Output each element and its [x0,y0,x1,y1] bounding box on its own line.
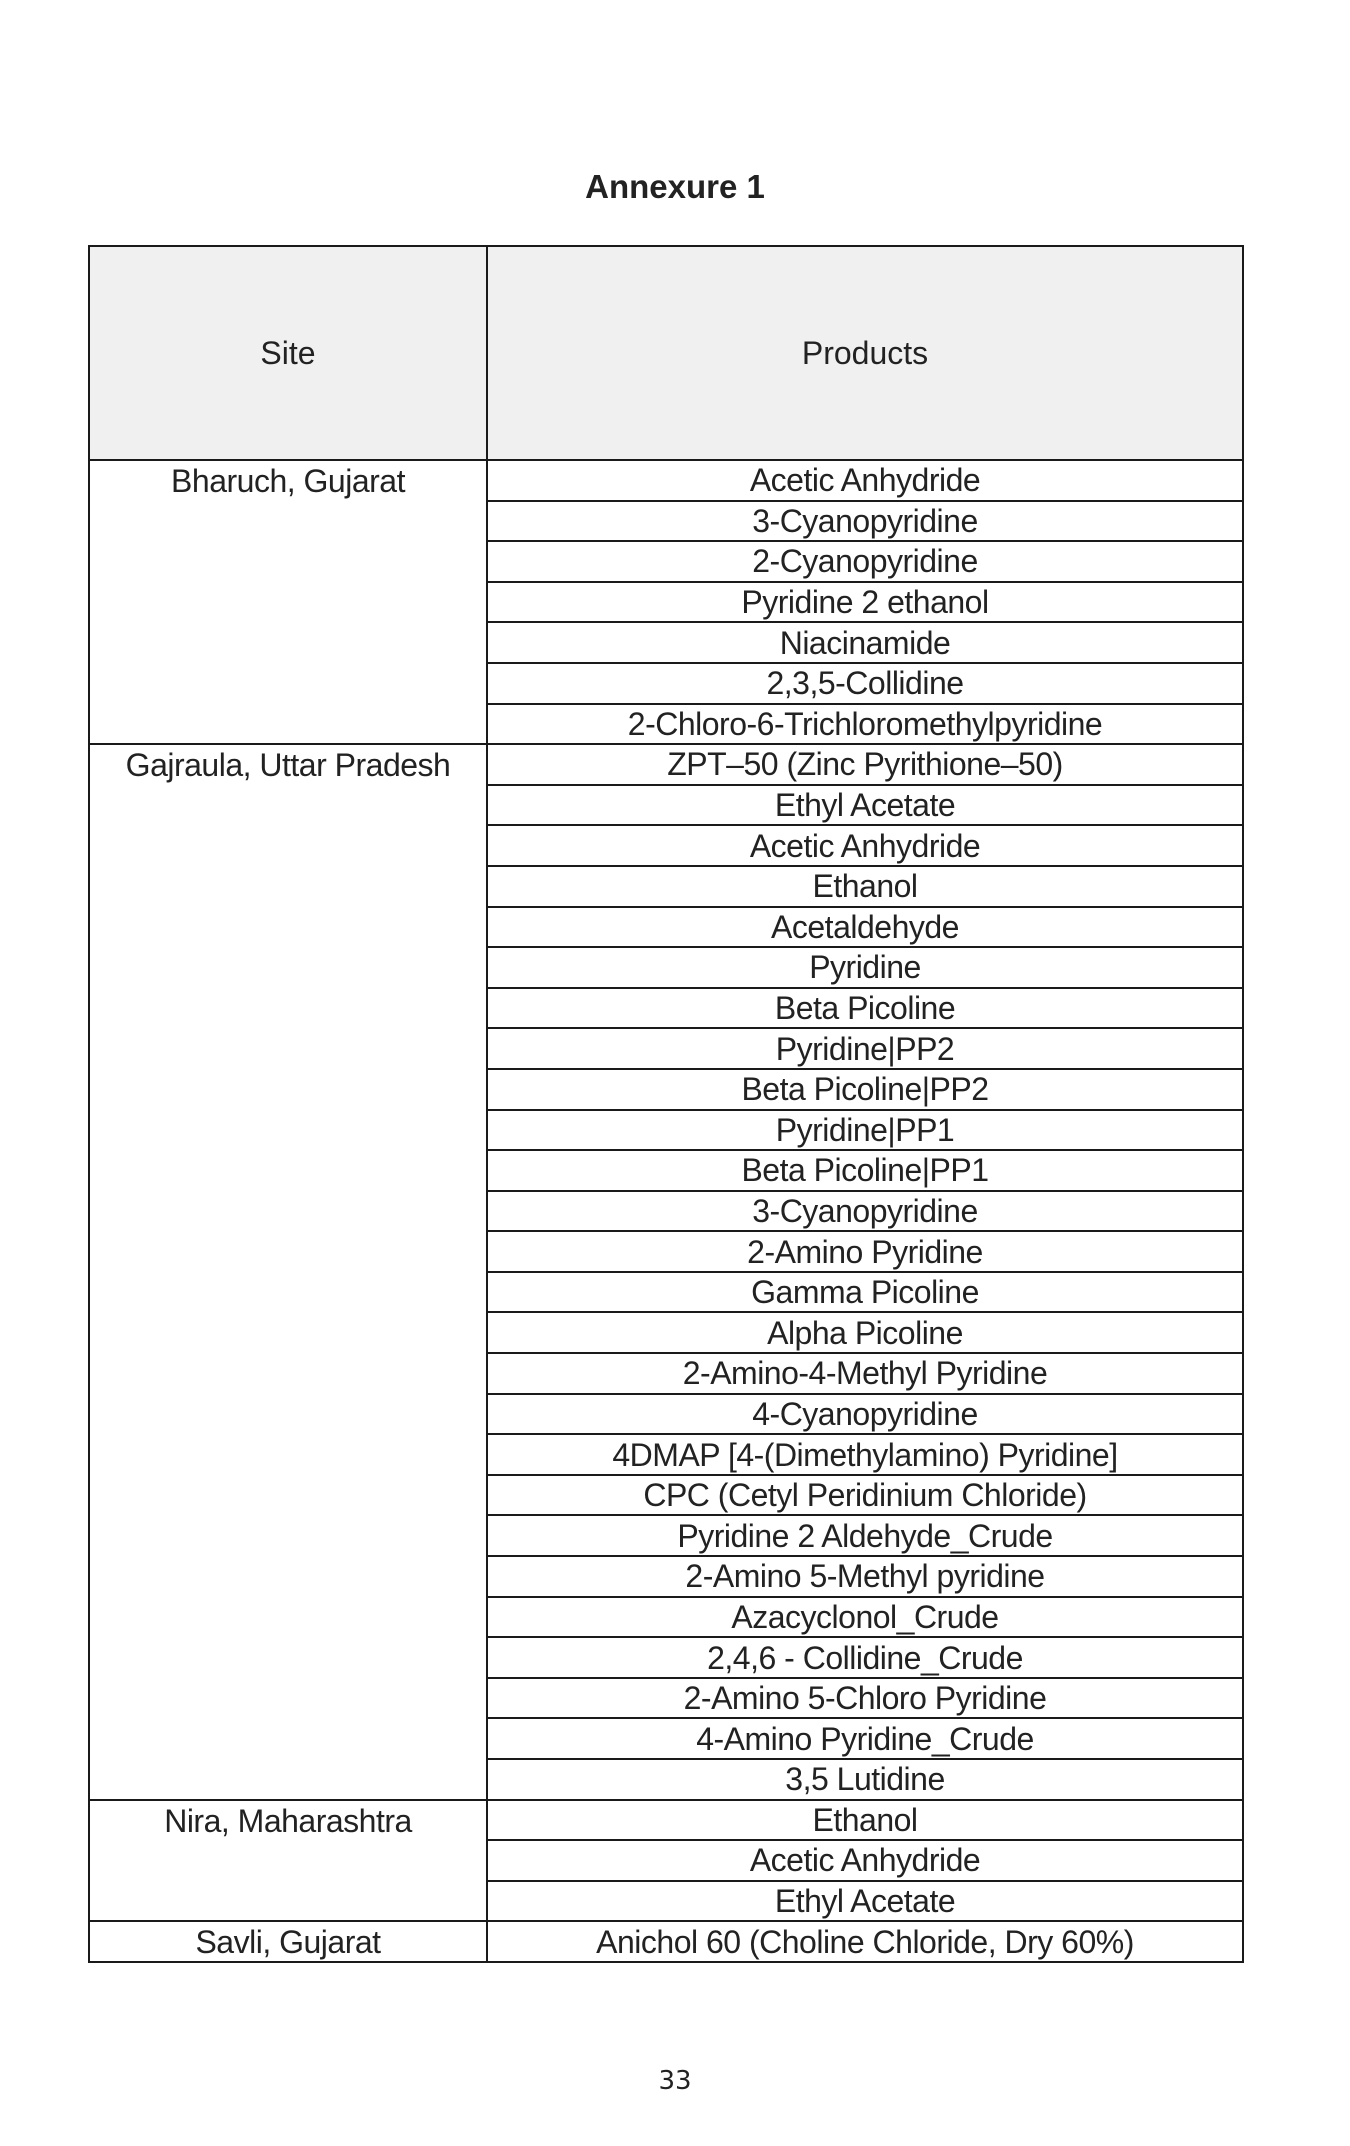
product-cell: Alpha Picoline [487,1312,1243,1353]
product-cell: 2-Chloro-6-Trichloromethylpyridine [487,704,1243,745]
product-cell: Anichol 60 (Choline Chloride, Dry 60%) [487,1921,1243,1962]
product-cell: 2-Amino-4-Methyl Pyridine [487,1353,1243,1394]
table-row [89,1921,1243,1962]
site-cell [89,1800,487,1922]
product-cell: Ethanol [487,1800,1243,1841]
product-cell: 2-Amino Pyridine [487,1231,1243,1272]
product-cell: Niacinamide [487,622,1243,663]
product-cell: 2,4,6 - Collidine_Crude [487,1637,1243,1678]
product-cell: 3,5 Lutidine [487,1759,1243,1800]
table-row [89,460,1243,501]
product-cell: ZPT–50 (Zinc Pyrithione–50) [487,744,1243,785]
product-cell: Ethyl Acetate [487,785,1243,826]
product-cell: Ethanol [487,866,1243,907]
product-cell: Beta Picoline|PP1 [487,1150,1243,1191]
product-cell: Acetic Anhydride [487,825,1243,866]
product-cell: Azacyclonol_Crude [487,1597,1243,1638]
product-cell: Beta Picoline|PP2 [487,1069,1243,1110]
product-cell: CPC (Cetyl Peridinium Chloride) [487,1475,1243,1516]
site-cell [89,1921,487,1962]
product-cell: 2-Amino 5-Methyl pyridine [487,1556,1243,1597]
product-cell: 2-Amino 5-Chloro Pyridine [487,1678,1243,1719]
site-column-header: Site [89,246,487,460]
site-cell [89,744,487,1799]
site-name: Gajraula, Uttar Pradesh [125,747,451,784]
product-cell: Acetaldehyde [487,907,1243,948]
product-cell: Pyridine|PP1 [487,1110,1243,1151]
product-cell: Ethyl Acetate [487,1881,1243,1922]
product-cell: 2,3,5-Collidine [487,663,1243,704]
table-row [89,1800,1243,1841]
product-cell: Pyridine [487,947,1243,988]
site-cell [89,460,487,744]
page-title: Annexure 1 [585,168,765,205]
product-cell: 4-Cyanopyridine [487,1394,1243,1435]
product-cell: 3-Cyanopyridine [487,501,1243,542]
product-cell: 4-Amino Pyridine_Crude [487,1718,1243,1759]
product-cell: Beta Picoline [487,988,1243,1029]
product-cell: 3-Cyanopyridine [487,1191,1243,1232]
product-cell: 4DMAP [4-(Dimethylamino) Pyridine] [487,1434,1243,1475]
product-cell: Gamma Picoline [487,1272,1243,1313]
annexure-table [88,245,1244,1963]
product-cell: Pyridine 2 ethanol [487,582,1243,623]
site-name: Savli, Gujarat [195,1924,381,1961]
product-cell: Pyridine|PP2 [487,1028,1243,1069]
table-row [89,744,1243,785]
product-cell: Acetic Anhydride [487,1840,1243,1881]
product-cell: 2-Cyanopyridine [487,541,1243,582]
page-number: 33 [658,2066,692,2096]
site-name: Nira, Maharashtra [164,1802,412,1839]
product-cell: Acetic Anhydride [487,460,1243,501]
site-name: Bharuch, Gujarat [171,463,405,499]
products-column-header: Products [487,246,1243,460]
table-body [89,460,1243,1962]
table-header-row [89,246,1243,460]
product-cell: Pyridine 2 Aldehyde_Crude [487,1515,1243,1556]
